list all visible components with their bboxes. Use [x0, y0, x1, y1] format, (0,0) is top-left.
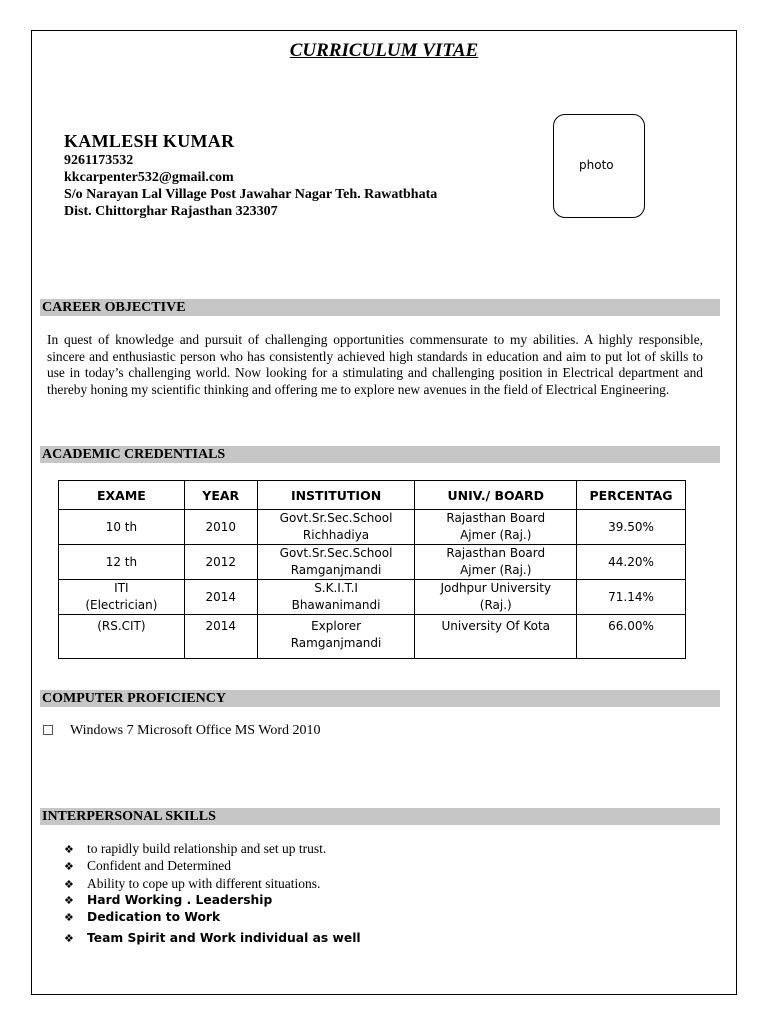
list-item: ❖ to rapidly build relationship and set up trust.: [64, 841, 327, 856]
photo-placeholder: [553, 114, 645, 218]
diamond-bullet-icon: ❖: [64, 932, 74, 946]
exam-cell: 10 th: [59, 510, 185, 545]
contact-block: [64, 152, 437, 220]
phone-number: 9261173532: [64, 153, 134, 168]
exam-cell: 12 th: [59, 545, 185, 580]
diamond-bullet-icon: ❖: [64, 877, 74, 891]
diamond-bullet-icon: ❖: [64, 860, 74, 874]
year-cell: 2014: [184, 615, 257, 659]
year-cell: 2014: [184, 580, 257, 615]
section-header-academic-credentials: ACADEMIC CREDENTIALS: [40, 446, 720, 463]
board-cell: Jodhpur University (Raj.): [415, 580, 577, 615]
candidate-name: KAMLESH KUMAR: [64, 131, 235, 151]
percentage-cell: 39.50%: [577, 510, 686, 545]
section-header-computer-proficiency: COMPUTER PROFICIENCY: [40, 690, 720, 707]
column-header-exam: EXAME: [59, 481, 185, 510]
table-row: [59, 510, 686, 545]
computer-proficiency-item: [43, 723, 321, 739]
board-cell: Rajasthan Board Ajmer (Raj.): [415, 545, 577, 580]
skills-list: [64, 840, 361, 948]
career-objective-text: In quest of knowledge and pursuit of challenging opportunities commensurate to my abilities. A highly responsible, sincere and enthusiastic person who has consistently achieved high standards in education and aim to put lot of skills to use in today’s challenging world. Now looking for a stimulating and challenging position in Electrical department and thereby honing my scientific thinking and offering me to explore new avenues in the field of Electrical Engineering.: [47, 332, 703, 397]
list-item: ❖ Dedication to Work: [64, 910, 221, 925]
section-header-career-objective: CAREER OBJECTIVE: [40, 299, 720, 316]
percentage-cell: 44.20%: [577, 545, 686, 580]
list-item: ❖ Ability to cope up with different situations.: [64, 875, 321, 891]
institution-cell: S.K.I.T.I Bhawanimandi: [257, 580, 415, 615]
checkbox-icon: [43, 725, 53, 735]
list-item: ❖ Hard Working . Leadership: [64, 892, 273, 907]
diamond-bullet-icon: ❖: [64, 843, 74, 856]
table-row: [59, 545, 686, 580]
column-header-institution: INSTITUTION: [257, 481, 415, 510]
year-cell: 2012: [184, 545, 257, 580]
document-title: CURRICULUM VITAE: [289, 40, 479, 61]
email-address: kkcarpenter532@gmail.com: [64, 170, 234, 185]
board-cell: University Of Kota: [415, 615, 577, 659]
board-cell: Rajasthan Board Ajmer (Raj.): [415, 510, 577, 545]
diamond-bullet-icon: ❖: [64, 911, 74, 925]
exam-cell: ITI (Electrician): [59, 580, 185, 615]
institution-cell: Explorer Ramganjmandi: [257, 615, 415, 659]
section-header-interpersonal-skills: INTERPERSONAL SKILLS: [40, 808, 720, 825]
percentage-cell: 66.00%: [577, 615, 686, 659]
list-item: ❖ Team Spirit and Work individual as well: [64, 931, 361, 946]
exam-cell: (RS.CIT): [59, 615, 185, 659]
academic-table: [58, 480, 686, 659]
column-header-year: YEAR: [184, 481, 257, 510]
computer-proficiency-text: Windows 7 Microsoft Office MS Word 2010: [70, 723, 321, 738]
institution-cell: Govt.Sr.Sec.School Richhadiya: [257, 510, 415, 545]
address-line-2: Dist. Chittorghar Rajasthan 323307: [64, 204, 278, 219]
list-item: ❖ Confident and Determined: [64, 858, 231, 874]
column-header-percentage: PERCENTAG: [577, 481, 686, 510]
table-header-row: [59, 481, 686, 510]
year-cell: 2010: [184, 510, 257, 545]
table-row: [59, 615, 686, 659]
table-row: [59, 580, 686, 615]
column-header-board: UNIV./ BOARD: [415, 481, 577, 510]
percentage-cell: 71.14%: [577, 580, 686, 615]
diamond-bullet-icon: ❖: [64, 893, 74, 907]
address-line-1: S/o Narayan Lal Village Post Jawahar Nagar Teh. Rawatbhata: [64, 187, 438, 202]
institution-cell: Govt.Sr.Sec.School Ramganjmandi: [257, 545, 415, 580]
photo-label: photo: [579, 158, 614, 172]
